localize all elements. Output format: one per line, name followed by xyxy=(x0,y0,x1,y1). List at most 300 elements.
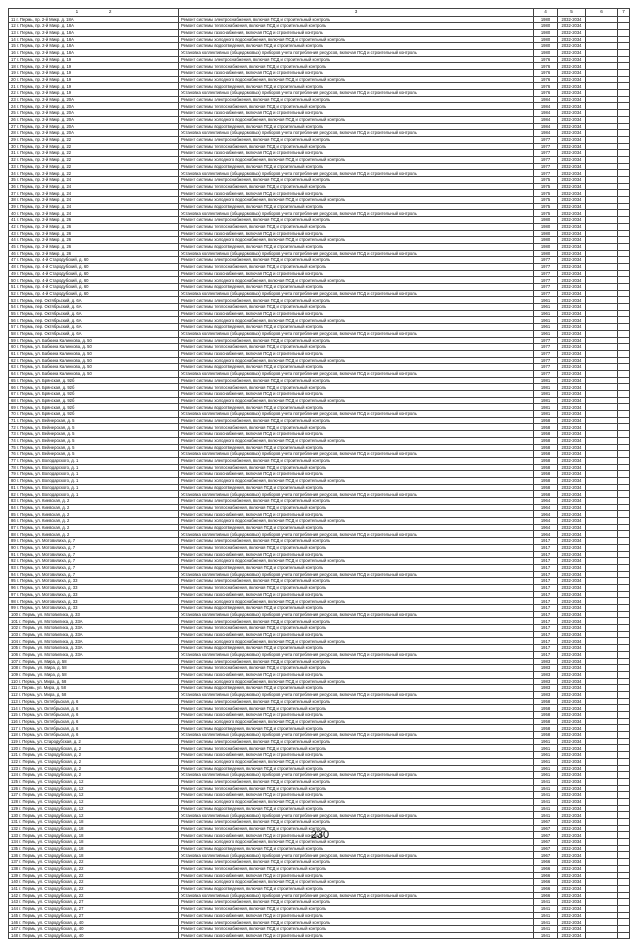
address-text: г. Пермь, ул. Киевская, д. 2 xyxy=(16,511,70,517)
work-cell: Ремонт системы водоотведения, включая ПСД и строительный контроль xyxy=(179,765,534,772)
row-number: 93 xyxy=(11,565,16,571)
year-cell: 1961 xyxy=(534,765,558,772)
table-row xyxy=(9,772,630,779)
work-cell: Ремонт системы газоснабжения, включая ПСД и строительный контроль xyxy=(179,832,534,839)
addr-cell xyxy=(9,544,179,551)
address-text: г. Пермь, ул. Мотовилиха, д. 33А xyxy=(19,638,83,644)
row-number: 117 xyxy=(11,725,18,731)
address-text: г. Пермь, ул. Стародубская, д. 12 xyxy=(19,779,84,785)
addr-cell xyxy=(9,765,179,772)
year-cell: 1980 xyxy=(534,43,558,50)
addr-cell xyxy=(9,310,179,317)
address-text: г. Пермь, ул. Мотовилиха, д. 33А xyxy=(19,631,83,637)
address-text: г. Пермь, ул. Стародубская, д. 22 xyxy=(19,886,84,892)
table-row xyxy=(9,16,630,23)
blank-cell xyxy=(618,638,630,645)
table-row xyxy=(9,491,630,498)
address-text: г. Пермь, ул. Мира, д. 58 xyxy=(18,692,67,698)
row-number: 83 xyxy=(11,498,16,504)
row-number: 106 xyxy=(11,652,18,658)
blank-cell xyxy=(586,845,618,852)
address-text: г. Пермь, ул. Стародубская, д. 18 xyxy=(19,839,84,845)
period-cell: 2032-2034 xyxy=(558,839,586,846)
table-row xyxy=(9,591,630,598)
address-text: г. Пермь, пр. 2-й Микр. д. 20А xyxy=(16,110,74,116)
work-cell: Ремонт системы водоотведения, включая ПСД и строительный контроль xyxy=(179,685,534,692)
work-cell: Ремонт системы газоснабжения, включая ПСД и строительный контроль xyxy=(179,591,534,598)
address-text: г. Пермь, ул. Октябрьская, д. 6 xyxy=(18,732,79,738)
row-number: 70 xyxy=(11,411,16,417)
address-text: г. Пермь, пер. Октябрьский, д. 6А xyxy=(16,331,82,337)
table-row xyxy=(9,210,630,217)
period-cell: 2032-2034 xyxy=(558,926,586,933)
work-cell: Установка коллективных (общедомовых) приборов учета потребления ресурсов, включая ПСД и строительный контроль xyxy=(179,130,534,137)
blank-cell xyxy=(618,765,630,772)
address-text: г. Пермь, пр. 2-й Микр. д. 18А xyxy=(16,23,74,29)
period-cell: 2032-2034 xyxy=(558,658,586,665)
period-cell: 2032-2034 xyxy=(558,511,586,518)
year-cell: 1917 xyxy=(534,625,558,632)
period-cell: 2032-2034 xyxy=(558,551,586,558)
blank-cell xyxy=(586,531,618,538)
work-cell: Ремонт системы холодного водоснабжения, включая ПСД и строительный контроль xyxy=(179,76,534,83)
address-text: г. Пермь, ул. Вейнерская, д. 5 xyxy=(16,451,75,457)
row-number: 138 xyxy=(11,866,18,872)
row-number: 122 xyxy=(11,759,18,765)
work-cell: Ремонт системы электроснабжения, включая ПСД и строительный контроль xyxy=(179,658,534,665)
blank-cell xyxy=(618,678,630,685)
blank-cell xyxy=(618,136,630,143)
address-text: г. Пермь, пр. 2-й Микр. д. 18А xyxy=(16,16,74,22)
blank-cell xyxy=(618,805,630,812)
period-cell: 2032-2034 xyxy=(558,404,586,411)
period-cell: 2032-2034 xyxy=(558,457,586,464)
address-text: г. Пермь, пр. 4-й Стародубский, д. 60 xyxy=(16,264,89,270)
blank-cell xyxy=(618,498,630,505)
period-cell: 2032-2034 xyxy=(558,177,586,184)
addr-cell xyxy=(9,237,179,244)
table-row xyxy=(9,819,630,826)
table-row xyxy=(9,712,630,719)
table-row xyxy=(9,605,630,612)
address-text: г. Пермь, пр. 2-й Микр. д. 20А xyxy=(16,117,74,123)
blank-cell xyxy=(618,270,630,277)
table-row xyxy=(9,845,630,852)
row-number: 124 xyxy=(11,772,18,778)
address-text: г. Пермь, пр. 2-й Микр. д. 24 xyxy=(16,190,72,196)
year-cell: 1917 xyxy=(534,551,558,558)
work-cell: Ремонт системы теплоснабжения, включая ПСД и строительный контроль xyxy=(179,223,534,230)
blank-cell xyxy=(618,778,630,785)
blank-cell xyxy=(586,859,618,866)
row-number: 77 xyxy=(11,458,16,464)
addr-cell xyxy=(9,257,179,264)
table-row xyxy=(9,63,630,70)
blank-cell xyxy=(618,625,630,632)
work-cell: Ремонт системы газоснабжения, включая ПСД и строительный контроль xyxy=(179,671,534,678)
work-cell: Ремонт системы водоотведения, включая ПСД и строительный контроль xyxy=(179,43,534,50)
page-number: 230 xyxy=(310,829,330,841)
addr-cell xyxy=(9,785,179,792)
year-cell: 1941 xyxy=(534,778,558,785)
year-cell: 1917 xyxy=(534,544,558,551)
addr-cell xyxy=(9,23,179,30)
blank-cell xyxy=(586,344,618,351)
table-row xyxy=(9,397,630,404)
blank-cell xyxy=(618,798,630,805)
work-cell: Ремонт системы теплоснабжения, включая ПСД и строительный контроль xyxy=(179,926,534,933)
addr-cell xyxy=(9,404,179,411)
table-row xyxy=(9,136,630,143)
address-text: г. Пермь, ул. Стародубская, д. 22 xyxy=(19,866,84,872)
address-text: г. Пермь, пр. 2-й Микр. д. 22 xyxy=(16,137,72,143)
addr-cell xyxy=(9,571,179,578)
addr-cell xyxy=(9,738,179,745)
blank-cell xyxy=(586,819,618,826)
addr-cell xyxy=(9,284,179,291)
blank-cell xyxy=(586,156,618,163)
row-number: 86 xyxy=(11,518,16,524)
table-row xyxy=(9,872,630,879)
table-row xyxy=(9,96,630,103)
address-text: г. Пермь, ул. Мотовилиха, д. 7 xyxy=(16,571,76,577)
address-text: г. Пермь, пр. 2-й Микр. д. 22 xyxy=(16,157,72,163)
table-row xyxy=(9,250,630,257)
address-text: г. Пермь, ул. Вейнерская, д. 5 xyxy=(16,424,75,430)
work-cell: Ремонт системы холодного водоснабжения, включая ПСД и строительный контроль xyxy=(179,518,534,525)
row-number: 113 xyxy=(11,698,18,704)
address-text: г. Пермь, пр. 2-й Микр. д. 19 xyxy=(16,83,72,89)
row-number: 34 xyxy=(11,170,16,176)
work-cell: Установка коллективных (общедомовых) приборов учета потребления ресурсов, включая ПСД и строительный контроль xyxy=(179,772,534,779)
addr-cell xyxy=(9,872,179,879)
work-cell: Установка коллективных (общедомовых) приборов учета потребления ресурсов, включая ПСД и строительный контроль xyxy=(179,451,534,458)
addr-cell xyxy=(9,457,179,464)
address-text: г. Пермь, ул. Мира, д. 58 xyxy=(19,658,67,664)
blank-cell xyxy=(618,605,630,612)
blank-cell xyxy=(618,491,630,498)
blank-cell xyxy=(586,350,618,357)
table-row xyxy=(9,70,630,77)
table-row xyxy=(9,812,630,819)
repair-schedule-table xyxy=(8,8,630,939)
year-cell: 1917 xyxy=(534,645,558,652)
year-cell: 1983 xyxy=(534,685,558,692)
work-cell: Ремонт системы холодного водоснабжения, включая ПСД и строительный контроль xyxy=(179,237,534,244)
work-cell: Ремонт системы электроснабжения, включая ПСД и строительный контроль xyxy=(179,919,534,926)
year-cell: 1958 xyxy=(534,444,558,451)
blank-cell xyxy=(586,705,618,712)
document-page xyxy=(8,8,629,939)
blank-cell xyxy=(586,912,618,919)
table-row xyxy=(9,437,630,444)
address-text: г. Пермь, пр. 2-й Микр. д. 20А xyxy=(16,103,74,109)
addr-cell xyxy=(9,190,179,197)
addr-cell xyxy=(9,578,179,585)
work-cell: Ремонт системы электроснабжения, включая ПСД и строительный контроль xyxy=(179,136,534,143)
year-cell: 1941 xyxy=(534,905,558,912)
work-cell: Ремонт системы холодного водоснабжения, включая ПСД и строительный контроль xyxy=(179,638,534,645)
address-text: г. Пермь, ул. Вейнерская, д. 5 xyxy=(16,431,75,437)
blank-cell xyxy=(618,43,630,50)
blank-cell xyxy=(618,56,630,63)
blank-cell xyxy=(618,29,630,36)
table-row xyxy=(9,518,630,525)
work-cell: Ремонт системы газоснабжения, включая ПСД и строительный контроль xyxy=(179,310,534,317)
year-cell: 1981 xyxy=(534,397,558,404)
blank-cell xyxy=(586,364,618,371)
row-number: 136 xyxy=(11,852,18,858)
year-cell: 1966 xyxy=(534,859,558,866)
addr-cell xyxy=(9,885,179,892)
table-row xyxy=(9,484,630,491)
blank-cell xyxy=(586,170,618,177)
year-cell: 1958 xyxy=(534,484,558,491)
period-cell: 2032-2034 xyxy=(558,819,586,826)
addr-cell xyxy=(9,464,179,471)
year-cell: 1983 xyxy=(534,671,558,678)
year-cell: 1961 xyxy=(534,752,558,759)
table-row xyxy=(9,538,630,545)
row-number: 51 xyxy=(11,284,16,290)
period-cell: 2032-2034 xyxy=(558,203,586,210)
blank-cell xyxy=(618,865,630,872)
blank-cell xyxy=(618,591,630,598)
row-number: 123 xyxy=(11,765,18,771)
work-cell: Ремонт системы электроснабжения, включая ПСД и строительный контроль xyxy=(179,337,534,344)
blank-cell xyxy=(586,237,618,244)
addr-cell xyxy=(9,879,179,886)
address-text: г. Пермь, пр. 4-й Стародубский, д. 60 xyxy=(16,277,89,283)
table-row xyxy=(9,431,630,438)
blank-cell xyxy=(618,859,630,866)
blank-cell xyxy=(618,170,630,177)
blank-cell xyxy=(586,879,618,886)
blank-cell xyxy=(618,243,630,250)
table-row xyxy=(9,578,630,585)
addr-cell xyxy=(9,217,179,224)
work-cell: Установка коллективных (общедомовых) приборов учета потребления ресурсов, включая ПСД и строительный контроль xyxy=(179,651,534,658)
period-cell: 2032-2034 xyxy=(558,905,586,912)
work-cell: Ремонт системы водоотведения, включая ПСД и строительный контроль xyxy=(179,484,534,491)
blank-cell xyxy=(586,651,618,658)
year-cell: 1967 xyxy=(534,819,558,826)
year-cell: 1941 xyxy=(534,926,558,933)
address-text: г. Пермь, пр. 2-й Микр. д. 20А xyxy=(16,130,74,136)
table-row xyxy=(9,377,630,384)
blank-cell xyxy=(618,698,630,705)
period-cell: 2032-2034 xyxy=(558,136,586,143)
year-cell: 1980 xyxy=(534,36,558,43)
addr-cell xyxy=(9,852,179,859)
period-cell: 2032-2034 xyxy=(558,217,586,224)
year-cell: 1941 xyxy=(534,932,558,939)
column-number-7: 7 xyxy=(618,9,630,17)
blank-cell xyxy=(618,230,630,237)
address-text: г. Пермь, ул. Мотовилиха, д. 33 xyxy=(16,585,78,591)
address-text: г. Пермь, пр. 2-й Микр. д. 18А xyxy=(16,50,74,56)
table-row xyxy=(9,444,630,451)
address-text: г. Пермь, ул. Бабкина Калинкова, д. 50 xyxy=(16,344,92,350)
work-cell: Ремонт системы газоснабжения, включая ПСД и строительный контроль xyxy=(179,511,534,518)
period-cell: 2032-2034 xyxy=(558,257,586,264)
addr-cell xyxy=(9,504,179,511)
work-cell: Ремонт системы теплоснабжения, включая ПСД и строительный контроль xyxy=(179,905,534,912)
row-number: 135 xyxy=(11,845,18,851)
table-row xyxy=(9,156,630,163)
work-cell: Ремонт системы газоснабжения, включая ПСД и строительный контроль xyxy=(179,712,534,719)
blank-cell xyxy=(586,691,618,698)
year-cell: 1980 xyxy=(534,230,558,237)
blank-cell xyxy=(586,277,618,284)
period-cell: 2032-2034 xyxy=(558,424,586,431)
blank-cell xyxy=(586,103,618,110)
work-cell: Ремонт системы холодного водоснабжения, включая ПСД и строительный контроль xyxy=(179,678,534,685)
work-cell: Ремонт системы газоснабжения, включая ПСД и строительный контроль xyxy=(179,431,534,438)
period-cell: 2032-2034 xyxy=(558,852,586,859)
blank-cell xyxy=(618,611,630,618)
address-text: г. Пермь, ул. Бабкина Калинкова, д. 50 xyxy=(16,351,92,357)
addr-cell xyxy=(9,49,179,56)
year-cell: 1964 xyxy=(534,511,558,518)
blank-cell xyxy=(586,805,618,812)
address-text: г. Пермь, пр. 2-й Микр. д. 24 xyxy=(16,197,72,203)
column-number-5: 5 xyxy=(558,9,586,17)
year-cell: 1977 xyxy=(534,344,558,351)
year-cell: 1967 xyxy=(534,832,558,839)
address-text: г. Пермь, ул. Киевская, д. 2 xyxy=(16,498,70,504)
blank-cell xyxy=(586,324,618,331)
blank-cell xyxy=(618,745,630,752)
year-cell: 1961 xyxy=(534,745,558,752)
blank-cell xyxy=(586,63,618,70)
blank-cell xyxy=(618,725,630,732)
period-cell: 2032-2034 xyxy=(558,752,586,759)
period-cell: 2032-2034 xyxy=(558,892,586,899)
work-cell: Ремонт системы водоотведения, включая ПСД и строительный контроль xyxy=(179,203,534,210)
addr-cell xyxy=(9,491,179,498)
blank-cell xyxy=(586,424,618,431)
blank-cell xyxy=(586,792,618,799)
work-cell: Ремонт системы теплоснабжения, включая ПСД и строительный контроль xyxy=(179,63,534,70)
blank-cell xyxy=(618,758,630,765)
year-cell: 1975 xyxy=(534,210,558,217)
addr-cell xyxy=(9,263,179,270)
year-cell: 1977 xyxy=(534,364,558,371)
work-cell: Ремонт системы водоотведения, включая ПСД и строительный контроль xyxy=(179,163,534,170)
year-cell: 1917 xyxy=(534,618,558,625)
work-cell: Ремонт системы холодного водоснабжения, включая ПСД и строительный контроль xyxy=(179,437,534,444)
table-row xyxy=(9,230,630,237)
address-text: г. Пермь, ул. Брянская, д. 92б xyxy=(16,391,75,397)
row-number: 39 xyxy=(11,203,16,209)
period-cell: 2032-2034 xyxy=(558,270,586,277)
blank-cell xyxy=(586,712,618,719)
row-number: 133 xyxy=(11,832,18,838)
table-row xyxy=(9,892,630,899)
blank-cell xyxy=(618,618,630,625)
addr-cell xyxy=(9,357,179,364)
address-text: г. Пермь, пр. 2-й Микр. д. 24 xyxy=(16,203,72,209)
blank-cell xyxy=(586,56,618,63)
blank-cell xyxy=(586,43,618,50)
work-cell: Ремонт системы газоснабжения, включая ПСД и строительный контроль xyxy=(179,29,534,36)
blank-cell xyxy=(618,350,630,357)
blank-cell xyxy=(586,210,618,217)
period-cell: 2032-2034 xyxy=(558,564,586,571)
period-cell: 2032-2034 xyxy=(558,337,586,344)
addr-cell xyxy=(9,230,179,237)
year-cell: 1917 xyxy=(534,558,558,565)
blank-cell xyxy=(618,83,630,90)
table-row xyxy=(9,905,630,912)
row-number: 102 xyxy=(11,625,18,631)
addr-cell xyxy=(9,297,179,304)
blank-cell xyxy=(618,63,630,70)
blank-cell xyxy=(586,136,618,143)
year-cell: 1967 xyxy=(534,825,558,832)
work-cell: Ремонт системы теплоснабжения, включая ПСД и строительный контроль xyxy=(179,865,534,872)
row-number: 46 xyxy=(11,250,16,256)
table-row xyxy=(9,457,630,464)
work-cell: Ремонт системы теплоснабжения, включая ПСД и строительный контроль xyxy=(179,705,534,712)
period-cell: 2032-2034 xyxy=(558,598,586,605)
table-row xyxy=(9,477,630,484)
blank-cell xyxy=(586,197,618,204)
period-cell: 2032-2034 xyxy=(558,190,586,197)
period-cell: 2032-2034 xyxy=(558,745,586,752)
year-cell: 1917 xyxy=(534,591,558,598)
blank-cell xyxy=(586,785,618,792)
row-number: 89 xyxy=(11,538,16,544)
blank-cell xyxy=(618,752,630,759)
addr-cell xyxy=(9,792,179,799)
period-cell: 2032-2034 xyxy=(558,384,586,391)
blank-cell xyxy=(618,263,630,270)
addr-cell xyxy=(9,304,179,311)
year-cell: 1976 xyxy=(534,56,558,63)
row-number: 44 xyxy=(11,237,16,243)
addr-cell xyxy=(9,277,179,284)
blank-cell xyxy=(618,317,630,324)
blank-cell xyxy=(618,36,630,43)
row-number: 21 xyxy=(11,83,16,89)
addr-cell xyxy=(9,732,179,739)
addr-cell xyxy=(9,250,179,257)
table-row xyxy=(9,284,630,291)
table-row xyxy=(9,645,630,652)
work-cell: Ремонт системы водоотведения, включая ПСД и строительный контроль xyxy=(179,524,534,531)
table-row xyxy=(9,651,630,658)
row-number: 57 xyxy=(11,324,16,330)
blank-cell xyxy=(586,203,618,210)
address-text: г. Пермь, пр. 2-й Микр. д. 24 xyxy=(16,177,72,183)
period-cell: 2032-2034 xyxy=(558,90,586,97)
blank-cell xyxy=(586,464,618,471)
work-cell: Ремонт системы холодного водоснабжения, включая ПСД и строительный контроль xyxy=(179,357,534,364)
blank-cell xyxy=(618,658,630,665)
addr-cell xyxy=(9,203,179,210)
addr-cell xyxy=(9,892,179,899)
period-cell: 2032-2034 xyxy=(558,518,586,525)
addr-cell xyxy=(9,150,179,157)
row-number: 80 xyxy=(11,478,16,484)
addr-cell xyxy=(9,270,179,277)
addr-cell xyxy=(9,671,179,678)
period-cell: 2032-2034 xyxy=(558,310,586,317)
addr-cell xyxy=(9,919,179,926)
blank-cell xyxy=(586,377,618,384)
